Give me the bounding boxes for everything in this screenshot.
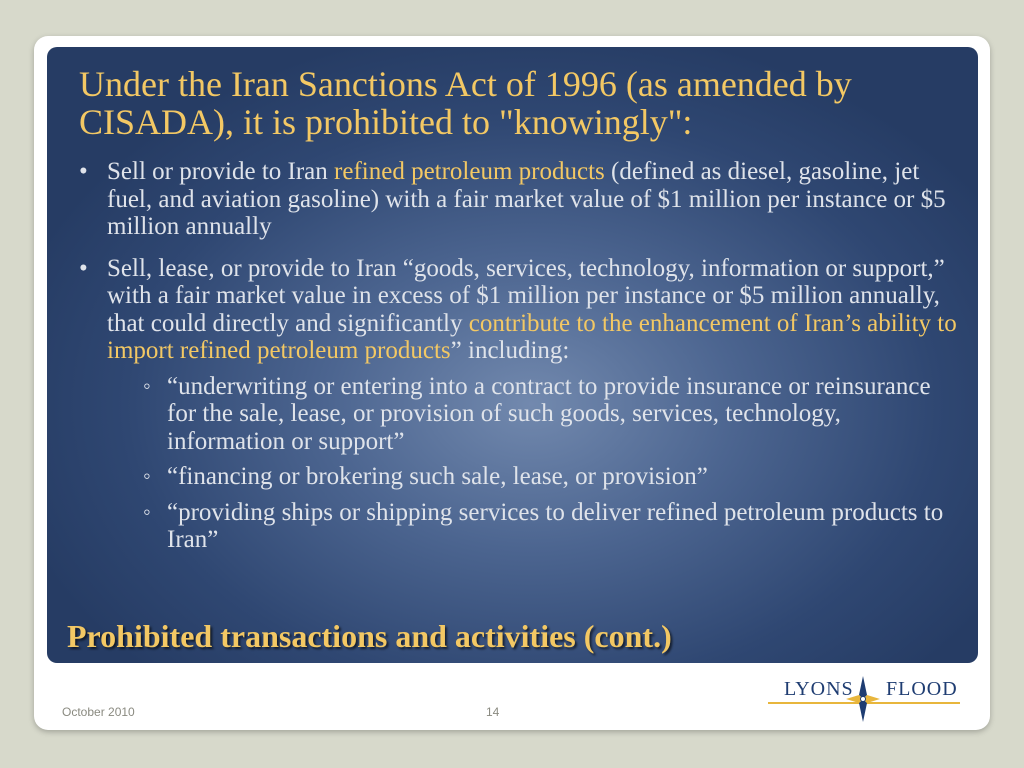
logo-word-flood: FLOOD xyxy=(886,678,958,700)
sub-bullet-item: ◦ “providing ships or shipping services to deliver refined petroleum products to Iran” xyxy=(107,499,964,554)
bullet-item xyxy=(79,158,964,241)
slide-heading: Under the Iran Sanctions Act of 1996 (as amended by CISADA), it is prohibited to "knowingly": xyxy=(79,64,852,142)
bullet-text: ” including: xyxy=(450,337,570,364)
bullet-text: (defined as diesel, gasoline, jet fuel, and aviation gasoline) with a fair market value of $1 million per instance or $5 million annually xyxy=(107,158,946,240)
bullet-item xyxy=(79,255,964,554)
bullet-highlight: contribute to the enhancement of Iran’s ability to import refined petroleum products xyxy=(107,309,957,364)
bullet-text: Sell or provide to Iran xyxy=(107,158,335,185)
bullet-list xyxy=(79,158,964,568)
bullet-text: Sell, lease, or provide to Iran “goods, services, technology, information or support,” with a fair market value in excess of $1 million per instance or $5 million annually, that could directly and significantly xyxy=(107,254,945,337)
lyons-flood-logo xyxy=(766,672,962,726)
compass-star-icon xyxy=(846,676,880,722)
page-number: 14 xyxy=(486,705,500,719)
logo-word-lyons: LYONS xyxy=(784,678,854,700)
sub-bullet-item: ◦ “financing or brokering such sale, lease, or provision” xyxy=(107,463,964,491)
slide-title: Prohibited transactions and activities (cont.) xyxy=(67,618,672,654)
bullet-highlight: refined petroleum products xyxy=(334,158,605,185)
content-panel xyxy=(47,47,978,663)
sub-bullet-item: ◦ “underwriting or entering into a contract to provide insurance or reinsurance for the sale, lease, or provision of such goods, services, technology, information or support” xyxy=(107,373,964,456)
footer-date: October 2010 xyxy=(62,705,135,719)
